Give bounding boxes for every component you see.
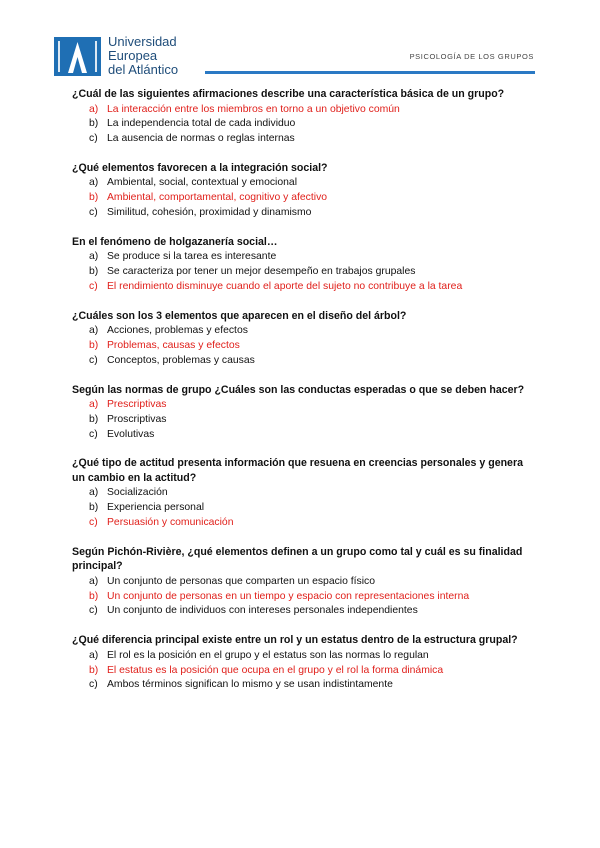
option-text: Se caracteriza por tener un mejor desempeño en trabajos grupales	[107, 266, 416, 278]
option-letter: a)	[89, 399, 99, 411]
option-letter: a)	[89, 649, 99, 661]
question-block	[72, 309, 532, 369]
option-text: El rol es la posición en el grupo y el estatus son las normas lo regulan	[107, 649, 429, 661]
option-letter: b)	[89, 339, 99, 351]
option-text: Un conjunto de individuos con intereses personales independientes	[107, 605, 418, 617]
question-title: En el fenómeno de holgazanería social…	[72, 235, 278, 248]
question-title: ¿Qué diferencia principal existe entre un rol y un estatus dentro de la estructura grupal?	[72, 634, 518, 647]
option-letter: c)	[89, 280, 98, 292]
answer-option	[72, 501, 532, 516]
option-letter: c)	[89, 517, 98, 529]
answer-option-correct	[72, 398, 532, 413]
answer-option-correct	[72, 103, 532, 118]
answer-option-correct	[72, 590, 532, 605]
option-letter: a)	[89, 103, 99, 115]
option-letter: b)	[89, 664, 99, 676]
question-block	[72, 545, 532, 619]
university-name-line: Europea	[108, 48, 158, 63]
answer-option	[72, 354, 532, 369]
answer-option-correct	[72, 664, 532, 679]
option-letter: b)	[89, 192, 99, 204]
question-title: ¿Qué elementos favorecen a la integración social?	[72, 161, 328, 174]
option-text: Un conjunto de personas en un tiempo y espacio con representaciones interna	[107, 590, 470, 602]
question-title: ¿Cuál de las siguientes afirmaciones describe una característica básica de un grupo?	[72, 88, 505, 100]
option-text: Ambos términos significan lo mismo y se usan indistintamente	[107, 679, 393, 691]
option-letter: b)	[89, 590, 99, 602]
answer-option	[72, 324, 532, 339]
option-text: Prescriptivas	[107, 399, 167, 411]
option-letter: c)	[89, 605, 98, 617]
option-letter: c)	[89, 679, 98, 691]
option-text: Problemas, causas y efectos	[107, 339, 240, 351]
option-text: Evolutivas	[107, 428, 155, 440]
option-letter: a)	[89, 177, 99, 189]
answer-option	[72, 575, 532, 590]
option-text: La ausencia de normas o reglas internas	[107, 133, 295, 145]
answer-option	[72, 678, 532, 693]
answer-option-correct	[72, 516, 532, 531]
question-list	[72, 87, 532, 707]
option-text: La interacción entre los miembros en torno a un objetivo común	[107, 103, 400, 115]
question-block	[72, 235, 532, 295]
option-letter: b)	[89, 502, 99, 514]
option-letter: a)	[89, 575, 99, 587]
option-letter: c)	[89, 206, 98, 218]
answer-option-correct	[72, 191, 532, 206]
option-text: Persuasión y comunicación	[107, 517, 234, 529]
page-header	[0, 0, 600, 80]
option-text: Se produce si la tarea es interesante	[107, 251, 277, 263]
answer-option	[72, 250, 532, 265]
answer-option	[72, 265, 532, 280]
university-name-line: del Atlántico	[108, 62, 179, 77]
answer-option	[72, 117, 532, 132]
letter-a-logo-icon	[54, 37, 101, 76]
university-logo	[54, 37, 101, 76]
option-text: La independencia total de cada individuo	[107, 118, 296, 130]
option-text: El estatus es la posición que ocupa en el grupo y el rol la forma dinámica	[107, 664, 444, 676]
option-text: Conceptos, problemas y causas	[107, 354, 255, 366]
question-block	[72, 633, 532, 693]
answer-option	[72, 604, 532, 619]
option-text: Socialización	[107, 487, 168, 499]
answer-option-correct	[72, 339, 532, 354]
option-text: Ambiental, comportamental, cognitivo y afectivo	[107, 192, 328, 204]
question-title: ¿Qué tipo de actitud presenta información que resuena en creencias personales y genera un cambio en la actitud?	[72, 457, 523, 484]
question-block	[72, 87, 532, 147]
answer-option	[72, 413, 532, 428]
option-text: Experiencia personal	[107, 502, 205, 514]
option-letter: a)	[89, 251, 99, 263]
university-name-line: Universidad	[108, 34, 177, 49]
header-divider	[205, 71, 535, 74]
question-block	[72, 456, 532, 530]
answer-option	[72, 132, 532, 147]
answer-option	[72, 176, 532, 191]
option-letter: c)	[89, 428, 98, 440]
option-text: Ambiental, social, contextual y emocional	[107, 177, 298, 189]
option-letter: c)	[89, 133, 98, 145]
option-text: Un conjunto de personas que comparten un espacio físico	[107, 575, 376, 587]
option-text: Proscriptivas	[107, 413, 167, 425]
course-title: PSICOLOGÍA DE LOS GRUPOS	[409, 52, 534, 61]
option-letter: a)	[89, 325, 99, 337]
answer-option	[72, 486, 532, 501]
option-text: El rendimiento disminuye cuando el aporte del sujeto no contribuye a la tarea	[107, 280, 463, 292]
question-title: Según Pichón-Rivière, ¿qué elementos definen a un grupo como tal y cuál es su finalidad principal?	[72, 545, 523, 573]
option-text: Similitud, cohesión, proximidad y dinamismo	[107, 206, 312, 218]
university-name	[108, 35, 178, 77]
answer-option	[72, 206, 532, 221]
question-block	[72, 383, 532, 443]
answer-option	[72, 428, 532, 443]
question-block	[72, 161, 532, 221]
option-letter: c)	[89, 354, 98, 366]
answer-option-correct	[72, 280, 532, 295]
option-letter: b)	[89, 413, 99, 425]
question-title: Según las normas de grupo ¿Cuáles son las conductas esperadas o que se deben hacer?	[72, 383, 525, 396]
answer-option	[72, 649, 532, 664]
option-letter: a)	[89, 487, 99, 499]
option-letter: b)	[89, 266, 99, 278]
option-text: Acciones, problemas y efectos	[107, 325, 248, 337]
option-letter: b)	[89, 118, 99, 130]
question-title: ¿Cuáles son los 3 elementos que aparecen en el diseño del árbol?	[72, 309, 407, 322]
